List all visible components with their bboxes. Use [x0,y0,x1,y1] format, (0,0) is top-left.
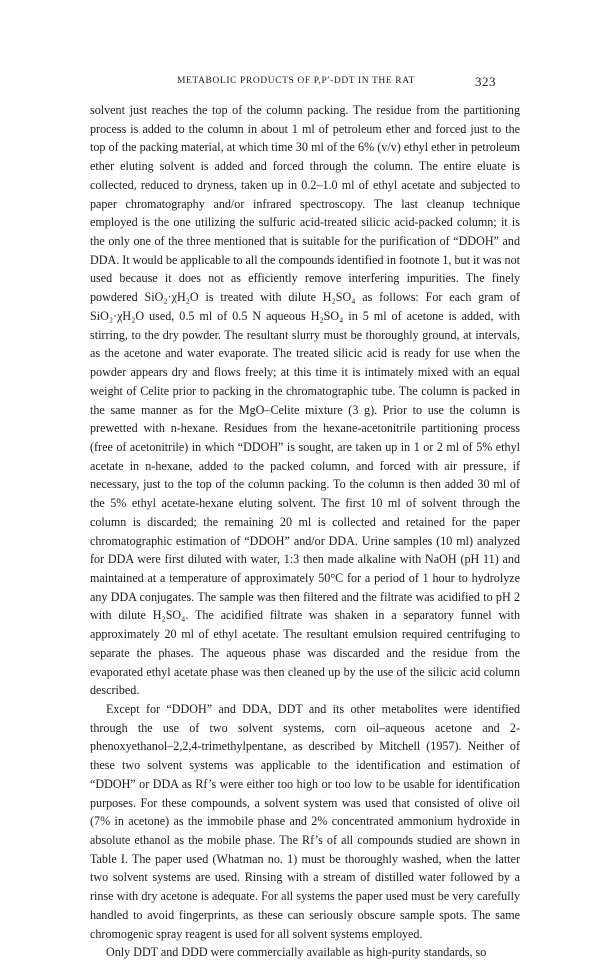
running-head [92,76,500,90]
page-number: 323 [475,74,496,89]
paragraph-solvent-systems: Except for “DDOH” and DDA, DDT and its other metabolites were identified through the use of two solvent systems, corn oil–aqueous acetone and 2-phenoxyethanol–2,2,4-trimethylpentane, as described by Mitchell (1957). Neither of these two solvent systems was applicable to the identification and estimation of “DDOH” or DDA as Rf’s were either too high or too low to be usable for identification purposes. For these compounds, a solvent system was used that consisted of olive oil (7% in acetone) as the immobile phase and 2% concentrated ammonium hydroxide in absolute ethanol as the mobile phase. The Rf’s of all compounds studied are shown in Table I. The paper used (Whatman no. 1) must be thoroughly washed, when the latter two solvent systems are used. Rinsing with a stream of distilled water followed by a rinse with dry acetone is adequate. For all systems the paper used must be very carefully handled to avoid fingerprints, as these can seriously obscure sample spots. The same chromogenic spray reagent is used for all solvent systems employed. [90,702,520,941]
paragraph-continued: solvent just reaches the top of the column packing. The residue from the partitioning process is added to the column in about 1 ml of petroleum ether and forced just to the top of the packing material, at which time 30 ml of the 6% (v/v) ethyl ether in petroleum ether eluting solvent is added and forced through the column. The entire eluate is collected, reduced to dryness, taken up in 0.2–1.0 ml of ethyl acetate and subjected to paper chromatography and/or infrared spectroscopy. The last cleanup technique employed is the one utilizing the sulfuric acid-treated silicic acid-packed column; it is the only one of the three mentioned that is suitable for the purification of “DDOH” and DDA. It would be applicable to all the compounds identified in footnote 1, but it was not used because it does not as efficiently remove interfering impurities. The finely powdered SiO₂·χH₂O is treated with dilute H₂SO₄ as follows: For each gram of SiO₂·χH₂O used, 0.5 ml of 0.5 N aqueous H₂SO₄ in 5 ml of acetone is added, with stirring, to the dry powder. The resultant slurry must be thoroughly ground, at intervals, as the acetone and water evaporate. The treated silicic acid is ready for use when the powder appears dry and flows freely; at this time it is intimately mixed with an equal weight of Celite prior to packing in the chromatographic tube. The column is packed in the same manner as for the MgO–Celite mixture (3 g). Prior to use the column is prewetted with n-hexane. Residues from the hexane-acetonitrile partitioning process (free of acetonitrile) in which “DDOH” is sought, are taken up in 1 or 2 ml of 5% ethyl acetate in n-hexane, added to the packed column, and forced with air pressure, if necessary, just to the top of the column packing. To the column is then added 30 ml of the 5% ethyl acetate-hexane eluting solvent. The first 10 ml of solvent through the column is discarded; the remaining 20 ml is collected and retained for the paper chromatographic estimation of “DDOH” and/or DDA. Urine samples (10 ml) analyzed for DDA were first diluted with water, 1:3 then made alkaline with NaOH (pH 11) and maintained at a temperature of approximately 50°C for a period of 1 hour to hydrolyze any DDA conjugates. The sample was then filtered and the filtrate was acidified to pH 2 with dilute H₂SO₄. The acidified filtrate was shaken in a separatory funnel with approximately 20 ml of ethyl acetate. The resultant emulsion required centrifuging to separate the phases. The aqueous phase was discarded and the residue from the evaporated ethyl acetate phase was then cleaned up by the use of the silicic acid column described. [90,103,520,698]
article-body [90,101,520,962]
running-title: METABOLIC PRODUCTS OF P,P′-DDT IN THE RAT [176,76,416,86]
paragraph-standards: Only DDT and DDD were commercially available as high-purity standards, so [106,945,487,960]
